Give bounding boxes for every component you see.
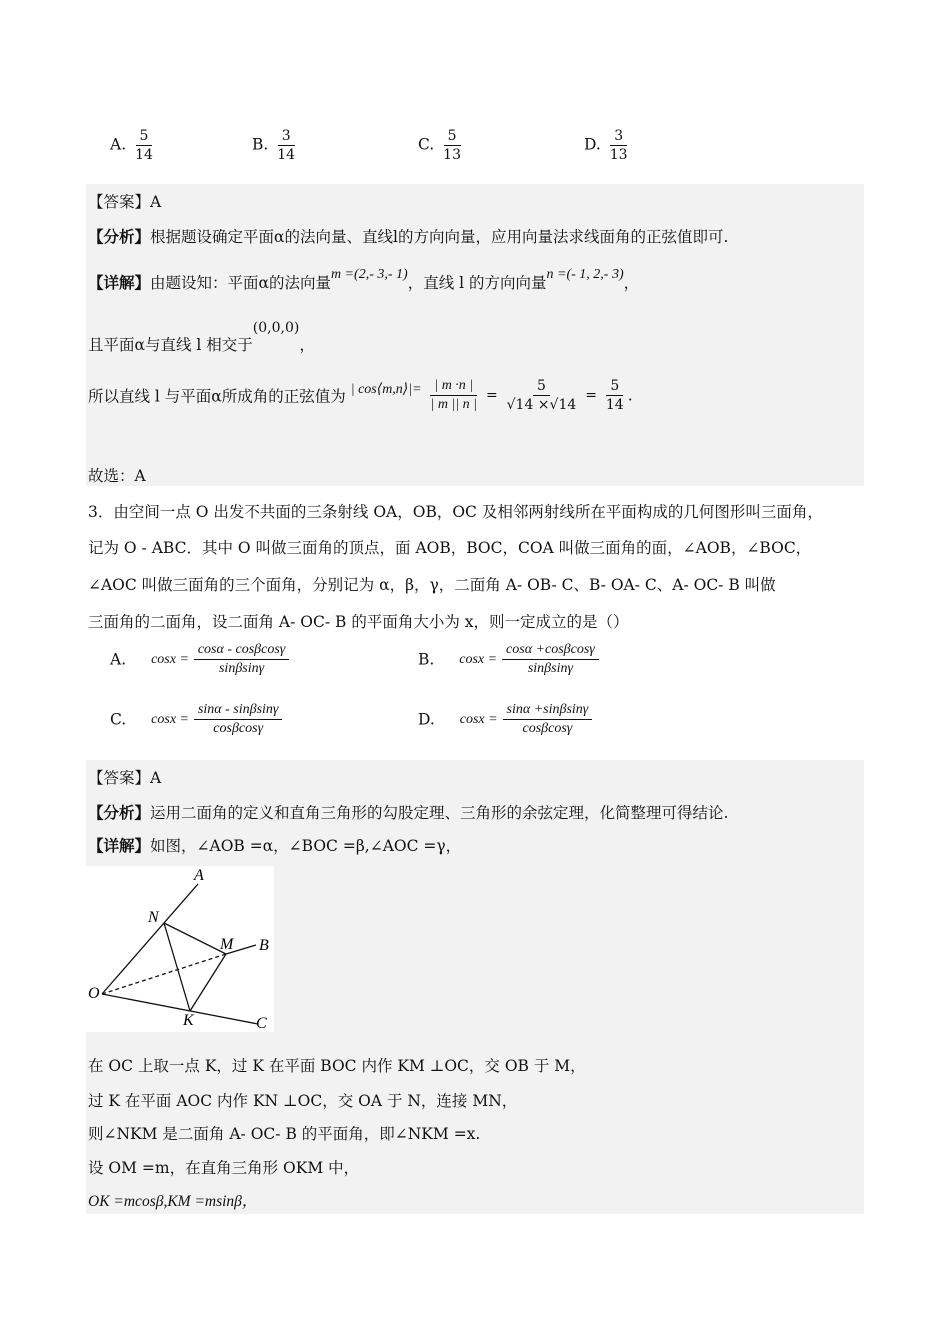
- q2-detail-line2: 且平面α与直线 l 相交于$^{(0,0,0)}$，: [88, 320, 315, 355]
- fraction: $\frac{5}{13}$: [443, 128, 461, 164]
- q2-option-b: B. $\frac{3}{14}$: [252, 128, 299, 163]
- q3-stem-line4: 三面角的二面角，设二面角 A- OC- B 的平面角大小为 x，则一定成立的是（）: [88, 613, 629, 631]
- fraction: $\frac{\sin\alpha +\sin\beta\sin\gamma}{\cos\beta\cos\gamma}$: [503, 702, 593, 737]
- label-m: M: [220, 936, 234, 953]
- q2-answer: 【答案】A: [88, 193, 162, 211]
- q3-option-a: A. cosx = $\frac{\cos\alpha - \cos\beta\cos\gamma}{\sin\beta\sin\gamma}$: [110, 642, 289, 677]
- q3-detail-line1: 【详解】如图，∠AOB =α，∠BOC =β,∠AOC =γ，: [88, 836, 462, 855]
- q3-stem-line2: 记为 O - ABC．其中 O 叫做三面角的顶点，面 AOB，BOC，COA 叫做三面角的面，∠AOB，∠BOC，: [88, 539, 812, 557]
- q2-choice: 故选：A: [88, 467, 146, 485]
- q3-option-b: B. cosx = $\frac{\cos\alpha +\cos\beta\cos\gamma}{\sin\beta\sin\gamma}$: [418, 642, 599, 677]
- label-c: C: [256, 1015, 267, 1032]
- q3-option-c: C. cosx = $\frac{\sin\alpha - \sin\beta\sin\gamma}{\cos\beta\cos\gamma}$: [110, 702, 282, 737]
- fraction: $\frac{\cos\alpha +\cos\beta\cos\gamma}{\sin\beta\sin\gamma}$: [502, 642, 599, 677]
- fraction: $\frac{\cos\alpha - \cos\beta\cos\gamma}{\sin\beta\sin\gamma}$: [194, 642, 290, 677]
- q2-analysis: 【分析】根据题设确定平面α的法向量、直线l的方向向量，应用向量法求线面角的正弦值即可.: [88, 227, 729, 246]
- q3-line-4: 设 OM =m，在直角三角形 OKM 中，: [88, 1159, 360, 1177]
- q2-detail-line1: 【详解】由题设知：平面α的法向量$^{m =(2,- 3,- 1)}$，直线 l 的方向向量$^{n =(- 1, 2,- 3)}$，: [88, 267, 640, 293]
- fraction: $\frac{| m \cdot n |}{| m || n |}$: [430, 378, 478, 413]
- fraction: $\frac{\sin\alpha - \sin\beta\sin\gamma}{\cos\beta\cos\gamma}$: [194, 702, 283, 737]
- q3-option-d: D. cosx = $\frac{\sin\alpha +\sin\beta\sin\gamma}{\cos\beta\cos\gamma}$: [418, 702, 592, 737]
- q2-option-d: D. $\frac{3}{13}$: [584, 128, 632, 163]
- q2-option-c: C. $\frac{5}{13}$: [418, 128, 465, 163]
- q3-line-2: 过 K 在平面 AOC 内作 KN ⊥OC，交 OA 于 N，连接 MN，: [88, 1092, 518, 1110]
- label-o: O: [88, 985, 100, 1002]
- label-b: B: [259, 937, 269, 954]
- fraction: $\frac{5}{14}$: [135, 128, 153, 164]
- q3-analysis: 【分析】运用二面角的定义和直角三角形的勾股定理、三角形的余弦定理，化简整理可得结论.: [88, 803, 729, 822]
- q3-stem-line1: 3．由空间一点 O 出发不共面的三条射线 OA，OB，OC 及相邻两射线所在平面构成的几何图形叫三面角，: [88, 503, 823, 521]
- q2-detail-line3: 所以直线 l 与平面α所成角的正弦值为 | cos⟨m,n⟩|= $\frac{| m \cdot n |}{| m || n |}$ = $\frac{5}{√14 \times√14}$ = $\frac{5}{14}$ .: [88, 378, 633, 414]
- fraction: $\frac{5}{√14 \times√14}$: [506, 378, 577, 414]
- label-n: N: [148, 909, 159, 926]
- q3-line-3: 则∠NKM 是二面角 A- OC- B 的平面角，即∠NKM =x.: [88, 1125, 481, 1143]
- label-a: A: [194, 867, 204, 884]
- q3-answer: 【答案】A: [88, 769, 162, 787]
- q2-option-a: A. $\frac{5}{14}$: [110, 128, 157, 163]
- fraction: $\frac{5}{14}$: [605, 378, 624, 414]
- q3-line-5: OK =mcosβ,KM =msinβ，: [88, 1193, 258, 1210]
- trihedral-angle-figure: [86, 866, 274, 1032]
- fraction: $\frac{3}{14}$: [277, 128, 296, 164]
- fraction: $\frac{3}{13}$: [609, 128, 628, 164]
- label-k: K: [183, 1012, 194, 1029]
- q3-line-1: 在 OC 上取一点 K，过 K 在平面 BOC 内作 KM ⊥OC，交 OB 于 M，: [88, 1057, 586, 1075]
- q3-stem-line3: ∠AOC 叫做三面角的三个面角，分别记为 α，β，γ，二面角 A- OB- C、B- OA- C、A- OC- B 叫做: [88, 576, 776, 594]
